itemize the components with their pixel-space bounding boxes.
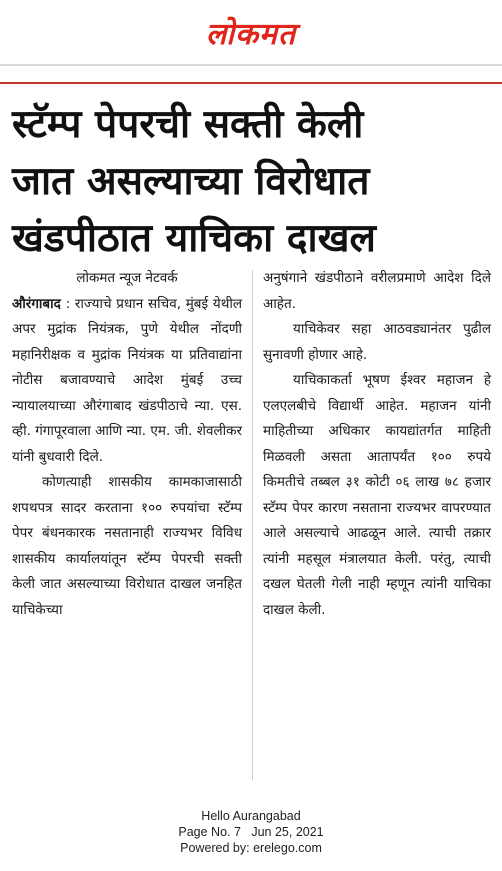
headline-line-3: खंडपीठात याचिका दाखल bbox=[12, 216, 376, 261]
footer-edition: Hello Aurangabad bbox=[201, 809, 301, 823]
article-column-left bbox=[12, 266, 242, 623]
lokmat-logo: लोकमत bbox=[205, 16, 297, 52]
footer-powered-by: Powered by: erelego.com bbox=[180, 841, 322, 855]
article-paragraph-1 bbox=[12, 292, 242, 471]
masthead-divider bbox=[0, 64, 502, 66]
article-paragraph-3: अनुषंगाने खंडपीठाने वरीलप्रमाणे आदेश दिले आहेत. bbox=[263, 270, 491, 312]
page-footer bbox=[0, 808, 502, 856]
byline: लोकमत न्यूज नेटवर्क bbox=[76, 270, 178, 286]
article-column-right bbox=[263, 266, 491, 623]
article-paragraph-5: याचिकाकर्ता भूषण ईश्वर महाजन हे एलएलबीचे विद्यार्थी आहेत. महाजन यांनी माहितीच्या अधिकार कायद्यांतर्गत माहिती मिळवली असता आतापर्यंत १०० रुपये किमतीचे तब्बल ३१ कोटी ०६ लाख ७८ हजार स्टॅम्प पेपर कारण नसताना राज्यभर वापरण्यात आले असल्याचे आढळून आले. त्याची तक्रार त्यांनी महसूल मंत्रालयात केली. परंतु, त्याची दखल घेतली गेली नाही म्हणून त्यांनी याचिका दाखल केली. bbox=[263, 372, 491, 618]
column-divider bbox=[252, 270, 253, 780]
headline-line-1: स्टॅम्प पेपरची सक्ती केली bbox=[12, 102, 364, 147]
article-headline bbox=[12, 96, 492, 267]
article-paragraph-2: कोणत्याही शासकीय कामकाजासाठी शपथपत्र सादर करताना १०० रुपयांचा स्टॅम्प पेपर बंधनकारक नसतानाही राज्यभर विविध शासकीय कार्यालयांतून स्टॅम्प पेपरची सक्ती केली जात असल्याच्या विरोधात दाखल जनहित याचिकेच्या bbox=[12, 474, 242, 618]
section-rule bbox=[0, 82, 502, 84]
masthead bbox=[0, 0, 502, 64]
paragraph-1-text: : राज्याचे प्रधान सचिव, मुंबई येथील अपर मुद्रांक नियंत्रक, पुणे येथील नोंदणी महानिरीक्षक व मुद्रांक नियंत्रक या प्रतिवाद्यांना नोटीस बजावण्याचे आदेश मुंबई उच्च न्यायालयाच्या औरंगाबाद खंडपीठाचे न्या. एस. व्ही. गंगापूरवाला आणि न्या. एम. जी. शेवलीकर यांनी बुधवारी दिले. bbox=[12, 295, 243, 465]
dateline: औरंगाबाद bbox=[12, 295, 61, 312]
headline-line-2: जात असल्याच्या विरोधात bbox=[12, 159, 370, 204]
article-paragraph-4: याचिकेवर सहा आठवड्यानंतर पुढील सुनावणी होणार आहे. bbox=[263, 321, 491, 363]
footer-page-date: Page No. 7 Jun 25, 2021 bbox=[178, 825, 324, 839]
